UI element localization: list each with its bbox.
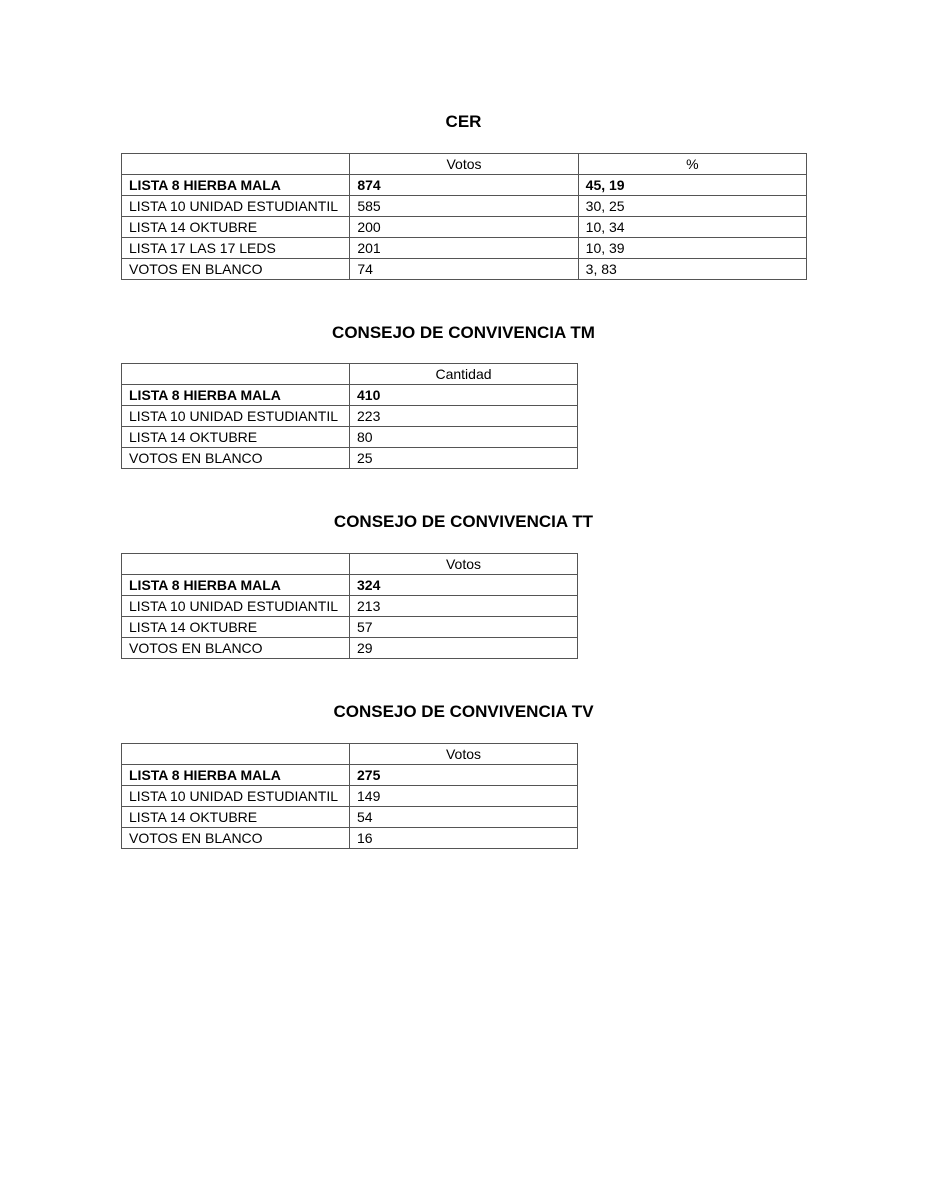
row-votes: 324 — [350, 575, 578, 596]
header-cell — [122, 744, 350, 765]
table-row — [122, 448, 578, 469]
row-percent: 10, 39 — [578, 238, 806, 259]
tm-table — [121, 363, 578, 469]
row-votes: 874 — [350, 175, 578, 196]
table-header-row — [122, 364, 578, 385]
row-votes: 275 — [350, 765, 578, 786]
header-cell-votos: Votos — [350, 154, 578, 175]
tv-table — [121, 743, 578, 849]
row-label: VOTOS EN BLANCO — [122, 259, 350, 280]
row-votes: 200 — [350, 217, 578, 238]
table-row — [122, 238, 807, 259]
row-votes: 29 — [350, 638, 578, 659]
row-votes: 410 — [350, 385, 578, 406]
table-row — [122, 828, 578, 849]
tv-title: CONSEJO DE CONVIVENCIA TV — [333, 702, 594, 721]
table-row — [122, 259, 807, 280]
row-percent: 30, 25 — [578, 196, 806, 217]
header-cell — [122, 154, 350, 175]
row-label: LISTA 14 OKTUBRE — [122, 217, 350, 238]
table-row — [122, 617, 578, 638]
cer-title: CER — [445, 112, 482, 131]
row-votes: 74 — [350, 259, 578, 280]
header-cell-votos: Votos — [350, 554, 578, 575]
table-row — [122, 575, 578, 596]
row-label: VOTOS EN BLANCO — [122, 638, 350, 659]
tm-title: CONSEJO DE CONVIVENCIA TM — [332, 323, 595, 342]
row-label: VOTOS EN BLANCO — [122, 448, 350, 469]
table-header-row — [122, 554, 578, 575]
table-row — [122, 196, 807, 217]
tt-table — [121, 553, 578, 659]
row-label: LISTA 10 UNIDAD ESTUDIANTIL — [122, 786, 350, 807]
row-label: LISTA 10 UNIDAD ESTUDIANTIL — [122, 406, 350, 427]
table-header-row — [122, 154, 807, 175]
table-row — [122, 385, 578, 406]
table-row — [122, 217, 807, 238]
table-row — [122, 596, 578, 617]
row-label: LISTA 14 OKTUBRE — [122, 427, 350, 448]
row-label: LISTA 17 LAS 17 LEDS — [122, 238, 350, 259]
header-cell-votos: Votos — [350, 744, 578, 765]
tt-title: CONSEJO DE CONVIVENCIA TT — [333, 512, 594, 531]
table-row — [122, 638, 578, 659]
row-votes: 25 — [350, 448, 578, 469]
header-cell-cantidad: Cantidad — [350, 364, 578, 385]
row-votes: 149 — [350, 786, 578, 807]
header-cell — [122, 364, 350, 385]
row-label: LISTA 14 OKTUBRE — [122, 807, 350, 828]
table-row — [122, 786, 578, 807]
row-votes: 80 — [350, 427, 578, 448]
header-cell-percent: % — [578, 154, 806, 175]
row-label: LISTA 10 UNIDAD ESTUDIANTIL — [122, 596, 350, 617]
row-label: LISTA 8 HIERBA MALA — [122, 575, 350, 596]
table-row — [122, 427, 578, 448]
row-label: LISTA 14 OKTUBRE — [122, 617, 350, 638]
row-percent: 3, 83 — [578, 259, 806, 280]
table-row — [122, 406, 578, 427]
row-label: LISTA 8 HIERBA MALA — [122, 765, 350, 786]
row-label: LISTA 10 UNIDAD ESTUDIANTIL — [122, 196, 350, 217]
row-votes: 57 — [350, 617, 578, 638]
row-percent: 10, 34 — [578, 217, 806, 238]
table-row — [122, 175, 807, 196]
row-votes: 223 — [350, 406, 578, 427]
table-row — [122, 765, 578, 786]
table-header-row — [122, 744, 578, 765]
header-cell — [122, 554, 350, 575]
row-label: LISTA 8 HIERBA MALA — [122, 385, 350, 406]
row-votes: 16 — [350, 828, 578, 849]
cer-table — [121, 153, 807, 280]
row-label: VOTOS EN BLANCO — [122, 828, 350, 849]
row-votes: 213 — [350, 596, 578, 617]
row-percent: 45, 19 — [578, 175, 806, 196]
table-row — [122, 807, 578, 828]
row-votes: 585 — [350, 196, 578, 217]
row-votes: 54 — [350, 807, 578, 828]
row-votes: 201 — [350, 238, 578, 259]
row-label: LISTA 8 HIERBA MALA — [122, 175, 350, 196]
